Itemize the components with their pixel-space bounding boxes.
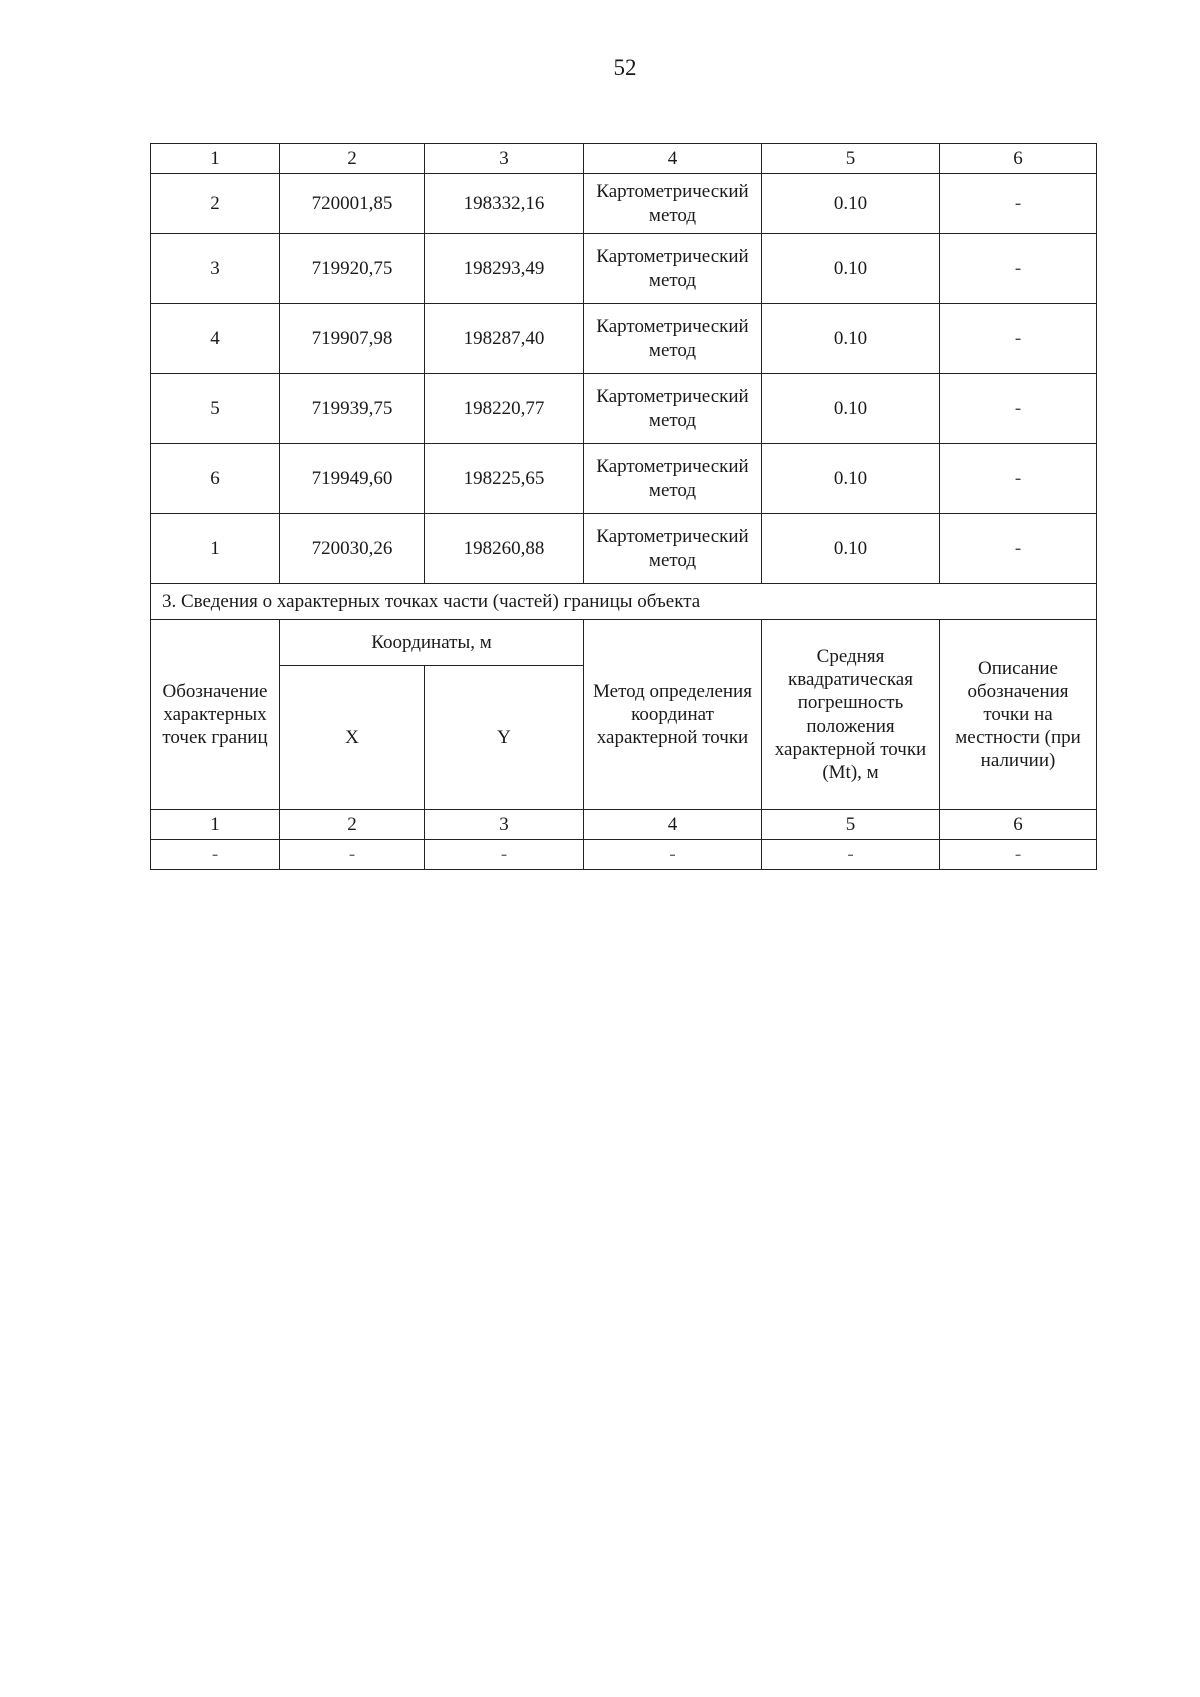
- column-number: 5: [762, 810, 940, 840]
- column-number-row: [151, 144, 1097, 174]
- point-y: 198293,49: [425, 234, 584, 304]
- point-method: Картометрический метод: [584, 174, 762, 234]
- column-number: 4: [584, 144, 762, 174]
- column-number: 4: [584, 810, 762, 840]
- header-method: Метод определения координат характерной точки: [584, 620, 762, 810]
- column-number: 6: [940, 144, 1097, 174]
- header-accuracy: Средняя квадратическая погрешность положения характерной точки (Mt), м: [762, 620, 940, 810]
- point-x: 719939,75: [280, 374, 425, 444]
- point-description: -: [940, 174, 1097, 234]
- point-description: -: [940, 514, 1097, 584]
- point-row: [151, 234, 1097, 304]
- point-row: [151, 514, 1097, 584]
- empty-cell: -: [425, 840, 584, 870]
- point-y: 198220,77: [425, 374, 584, 444]
- column-number: 3: [425, 810, 584, 840]
- column-number: 2: [280, 810, 425, 840]
- point-accuracy: 0.10: [762, 234, 940, 304]
- point-accuracy: 0.10: [762, 514, 940, 584]
- point-row: [151, 374, 1097, 444]
- column-number: 6: [940, 810, 1097, 840]
- point-x: 719949,60: [280, 444, 425, 514]
- point-accuracy: 0.10: [762, 444, 940, 514]
- point-y: 198260,88: [425, 514, 584, 584]
- column-number: 5: [762, 144, 940, 174]
- point-number: 5: [151, 374, 280, 444]
- point-description: -: [940, 374, 1097, 444]
- point-number: 4: [151, 304, 280, 374]
- point-number: 2: [151, 174, 280, 234]
- page-number: 52: [613, 55, 637, 80]
- point-method: Картометрический метод: [584, 234, 762, 304]
- point-y: 198287,40: [425, 304, 584, 374]
- header-coordinates: Координаты, м: [280, 620, 584, 666]
- point-accuracy: 0.10: [762, 374, 940, 444]
- empty-cell: -: [584, 840, 762, 870]
- point-row: [151, 304, 1097, 374]
- section-column-number-row: [151, 810, 1097, 840]
- point-description: -: [940, 234, 1097, 304]
- empty-cell: -: [151, 840, 280, 870]
- empty-cell: -: [762, 840, 940, 870]
- point-x: 719920,75: [280, 234, 425, 304]
- column-number: 1: [151, 810, 280, 840]
- header-y: Y: [425, 666, 584, 810]
- point-x: 720001,85: [280, 174, 425, 234]
- section-title-row: [151, 584, 1097, 620]
- point-description: -: [940, 304, 1097, 374]
- section-header-row: [151, 620, 1097, 666]
- point-number: 6: [151, 444, 280, 514]
- empty-cell: -: [940, 840, 1097, 870]
- point-description: -: [940, 444, 1097, 514]
- point-method: Картометрический метод: [584, 374, 762, 444]
- boundary-points-table: [150, 143, 1097, 870]
- point-x: 720030,26: [280, 514, 425, 584]
- point-accuracy: 0.10: [762, 304, 940, 374]
- point-method: Картометрический метод: [584, 304, 762, 374]
- point-y: 198225,65: [425, 444, 584, 514]
- point-row: [151, 444, 1097, 514]
- point-row: [151, 174, 1097, 234]
- point-number: 3: [151, 234, 280, 304]
- empty-data-row: [151, 840, 1097, 870]
- empty-cell: -: [280, 840, 425, 870]
- header-x: X: [280, 666, 425, 810]
- point-number: 1: [151, 514, 280, 584]
- column-number: 1: [151, 144, 280, 174]
- point-method: Картометрический метод: [584, 514, 762, 584]
- header-description: Описание обозначения точки на местности (при наличии): [940, 620, 1097, 810]
- point-y: 198332,16: [425, 174, 584, 234]
- point-method: Картометрический метод: [584, 444, 762, 514]
- header-designation: Обозначение характерных точек границ: [151, 620, 280, 810]
- column-number: 2: [280, 144, 425, 174]
- column-number: 3: [425, 144, 584, 174]
- section-title: 3. Сведения о характерных точках части (частей) границы объекта: [151, 584, 1097, 620]
- point-x: 719907,98: [280, 304, 425, 374]
- point-accuracy: 0.10: [762, 174, 940, 234]
